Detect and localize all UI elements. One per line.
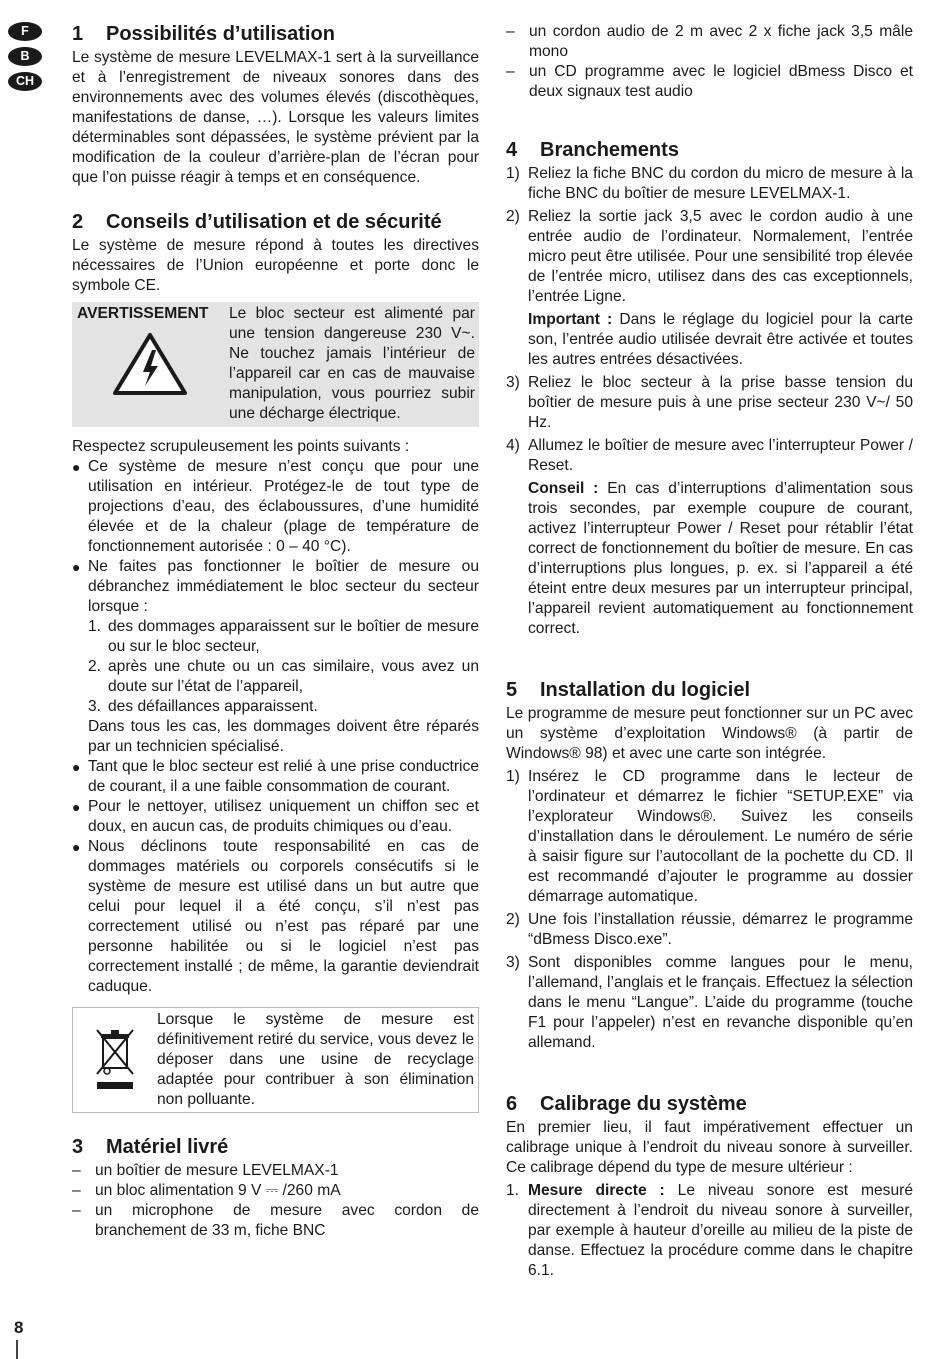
item-label: Mesure directe : (528, 1182, 665, 1199)
disposal-text: Lorsque le système de mesure est définitivement retiré du service, vous devez le déposer dans une usine de recyclage adaptée pour contribuer à son élimination non polluante. (157, 1011, 474, 1108)
section-6-text: En premier lieu, il faut impérativement effectuer un calibrage unique à l’endroit du niveau sonore à surveiller. Ce calibrage dépend du type de mesure ultérieur : (506, 1119, 913, 1176)
electric-hazard-icon (112, 332, 227, 402)
list-number: 2) (506, 208, 520, 225)
section-5-text: Le programme de mesure peut fonctionner sur un PC avec un système d’exploitation Windows® (à partir de Windows® 98) et avec une carte son intégrée. (506, 705, 913, 762)
tip-note (506, 479, 913, 639)
note-label: Conseil : (528, 480, 599, 497)
item-text: Le niveau sonore est mesuré directement à l’endroit du niveau sonore à surveiller, par exemple à hauteur d’oreille au milieu de la piste de danse. Effectuez la procédure comme dans le chapitre 6.1. (528, 1182, 913, 1279)
list-item-text: Insérez le CD programme dans le lecteur de l’ordinateur et démarrez le fichier “SETUP.EXE” via l’explorateur Windows®. Suivez les conseils d’installation dans le déroulement. Le numéro de série à saisir figure sur l’autocollant de la pochette du CD. Il est recommandé d’ajouter le programme au dossier démarrage automatique. (528, 768, 913, 905)
sub-list-item (72, 617, 479, 657)
language-badge-f: F (8, 22, 42, 41)
right-column (506, 22, 913, 1284)
list-item-text: Allumez le boîtier de mesure avec l’interrupteur Power / Reset. (528, 437, 913, 474)
important-note (506, 310, 913, 370)
section-title: Conseils d’utilisation et de sécurité (106, 211, 442, 233)
warning-text: Le bloc secteur est alimenté par une tension dangereuse 230 V~. Ne touchez jamais l’intérieur de l’appareil car en cas de mauvaise manipulation, vous pourriez subir une décharge électrique. (229, 305, 475, 422)
list-number: 3) (506, 954, 520, 971)
sub-list-number: 1. (88, 618, 102, 635)
section-title: Possibilités d’utilisation (106, 23, 335, 45)
sub-list-item (72, 697, 479, 717)
list-item-text: un cordon audio de 2 m avec 2 x fiche jack 3,5 mâle mono (529, 23, 913, 60)
bullet-icon: ● (72, 839, 81, 855)
list-item: – un boîtier de mesure LEVELMAX-1 (72, 1161, 479, 1181)
page-number: 8 (14, 1318, 24, 1337)
section-number: 2 (72, 211, 84, 233)
list-item (506, 164, 913, 204)
section-4-heading (506, 138, 913, 162)
list-item-text: un boîtier de mesure LEVELMAX-1 (95, 1162, 339, 1179)
list-item-text: un bloc alimentation 9 V ⎓ /260 mA (95, 1182, 341, 1199)
list-item: – un cordon audio de 2 m avec 2 x fiche jack 3,5 mâle mono (506, 23, 913, 60)
list-number: 3) (506, 374, 520, 391)
section-title: Matériel livré (106, 1136, 229, 1158)
list-item-text: Ne faites pas fonctionner le boîtier de mesure ou débranchez immédiatement le bloc secteur du secteur lorsque : (88, 558, 479, 615)
warning-title: AVERTISSEMENT (77, 305, 209, 322)
list-item: – un microphone de mesure avec cordon de branchement de 33 m, fiche BNC (72, 1202, 479, 1239)
list-item (72, 797, 479, 837)
list-item (506, 207, 913, 307)
section-title: Calibrage du système (540, 1093, 747, 1115)
list-item-note: Dans tous les cas, les dommages doivent être réparés par un technicien spécialisé. (88, 718, 479, 755)
section-number: 6 (506, 1093, 518, 1115)
sub-list-text: après une chute ou un cas similaire, vous avez un doute sur l’état de l’appareil, (108, 658, 479, 695)
list-item-text: Reliez le bloc secteur à la prise basse tension du boîtier de mesure puis à une prise secteur 230 V~/ 50 Hz. (528, 374, 913, 431)
sub-list-number: 3. (88, 698, 102, 715)
section-2-heading (72, 210, 479, 234)
list-number: 2) (506, 911, 520, 928)
language-badge-ch: CH (8, 72, 42, 91)
warning-box (72, 302, 479, 427)
list-number: 1) (506, 768, 520, 785)
left-column (72, 22, 479, 1241)
note-text: Dans le réglage du logiciel pour la carte son, l’entrée audio utilisée devrait être activée et toutes les autres entrées désactivées. (528, 311, 914, 368)
list-item-text: un CD programme avec le logiciel dBmess Disco et deux signaux test audio (529, 63, 913, 100)
list-item-text: Pour le nettoyer, utilisez uniquement un chiffon sec et doux, en aucun cas, de produits chimiques ou d’eau. (88, 798, 479, 835)
crossed-bin-icon (73, 1010, 157, 1110)
list-item (72, 757, 479, 797)
list-item (506, 436, 913, 476)
language-badge-b: B (8, 47, 42, 66)
list-number: 4) (506, 437, 520, 454)
margin-rule (16, 1340, 18, 1359)
section-number: 1 (72, 23, 84, 45)
sub-list-item (72, 657, 479, 697)
bullet-icon: ● (72, 459, 81, 475)
list-item-text: Reliez la sortie jack 3,5 avec le cordon audio à une entrée audio de l’ordinateur. Normalement, l’entrée micro peut être utilisée. Pour une sensibilité trop élevée de l’entrée micro, utilisez dans des cas exceptionnels, l’entrée Ligne. (528, 208, 913, 305)
section-5-heading (506, 678, 913, 702)
list-item-text: Une fois l’installation réussie, démarrez le programme “dBmess Disco.exe”. (528, 911, 913, 948)
sub-list-number: 2. (88, 658, 102, 675)
list-item (506, 910, 913, 950)
list-item (506, 767, 913, 907)
sub-list-text: des dommages apparaissent sur le boîtier de mesure ou sur le bloc secteur, (108, 618, 479, 655)
section-number: 4 (506, 139, 518, 161)
list-item-text: Sont disponibles comme langues pour le menu, l’allemand, l’anglais et le français. Effectuez la sélection dans le menu “Langue”. L’aide du programme (touche F1 pour l’appeler) n’est en revanche disponible qu’en allemand. (528, 954, 913, 1051)
list-number: 1) (506, 165, 520, 182)
section-3-heading (72, 1135, 479, 1159)
sub-list-text: des défaillances apparaissent. (108, 698, 318, 715)
bullet-icon: ● (72, 559, 81, 575)
list-item-text: Tant que le bloc secteur est relié à une prise conductrice de courant, il a une faible consommation de courant. (88, 758, 479, 795)
list-item (72, 557, 479, 617)
section-2-text: Le système de mesure répond à toutes les directives nécessaires de l’Union européenne et porte donc le symbole CE. (72, 237, 479, 294)
list-item: – un CD programme avec le logiciel dBmess Disco et deux signaux test audio (506, 63, 913, 100)
safety-intro: Respectez scrupuleusement les points suivants : (72, 438, 410, 455)
list-item: – un bloc alimentation 9 V ⎓ /260 mA (72, 1181, 479, 1201)
list-item (72, 457, 479, 557)
list-item-text: Reliez la fiche BNC du cordon du micro de mesure à la fiche BNC du boîtier de mesure LEVELMAX-1. (528, 165, 913, 202)
list-item-text: Ce système de mesure n’est conçu que pour une utilisation en intérieur. Protégez-le de tout type de projections d’eau, des éclaboussures, d’une humidité élevée et de la chaleur (plage de température de fonctionnement autorisée : 0 – 40 °C). (88, 458, 479, 555)
list-number: 1. (506, 1182, 520, 1199)
note-label: Important : (528, 311, 613, 328)
bullet-icon: ● (72, 759, 81, 775)
language-badges (8, 22, 44, 97)
section-6-heading (506, 1092, 913, 1116)
section-1-heading (72, 22, 479, 46)
section-title: Branchements (540, 139, 679, 161)
list-item (506, 1181, 913, 1281)
list-item (72, 837, 479, 997)
disposal-notice (72, 1007, 479, 1113)
section-1-text: Le système de mesure LEVELMAX-1 sert à la surveillance et à l’enregistrement de niveaux sonores dans des environnements avec des volumes élevés (discothèques, manifestations de danse, …). Lorsque les valeurs limites déterminables sont dépassées, le système prévient par la modification de la couleur d’arrière-plan de l’écran pour que l’on puisse réagir à temps et en conséquence. (72, 49, 479, 186)
list-item-text (528, 1181, 913, 1281)
list-item-text: Nous déclinons toute responsabilité en cas de dommages matériels ou corporels consécutifs si le système de mesure est utilisé dans un but autre que celui pour lequel il a été conçu, s’il n’est pas correctement utilisé ou n’est pas réparé par une personne habilitée ou si le logiciel n’est pas correctement installé ; de même, la garantie deviendrait caduque. (88, 838, 479, 995)
section-number: 3 (72, 1136, 84, 1158)
list-item-text: un microphone de mesure avec cordon de branchement de 33 m, fiche BNC (95, 1202, 479, 1239)
bullet-icon: ● (72, 799, 81, 815)
section-title: Installation du logiciel (540, 679, 751, 701)
list-item (506, 373, 913, 433)
section-number: 5 (506, 679, 518, 701)
list-item (506, 953, 913, 1053)
note-text: En cas d’interruptions d’alimentation sous trois secondes, par exemple coupure de courant, activez l’interrupteur Power / Reset pour rétablir l’état correct de fonctionnement du boîtier de mesure. En cas d’interruptions plus longues, p. ex. si l’appareil a été éteint entre deux mesures par un interrupteur principal, l’appareil revient automatiquement au fonctionnement correct. (528, 480, 913, 637)
